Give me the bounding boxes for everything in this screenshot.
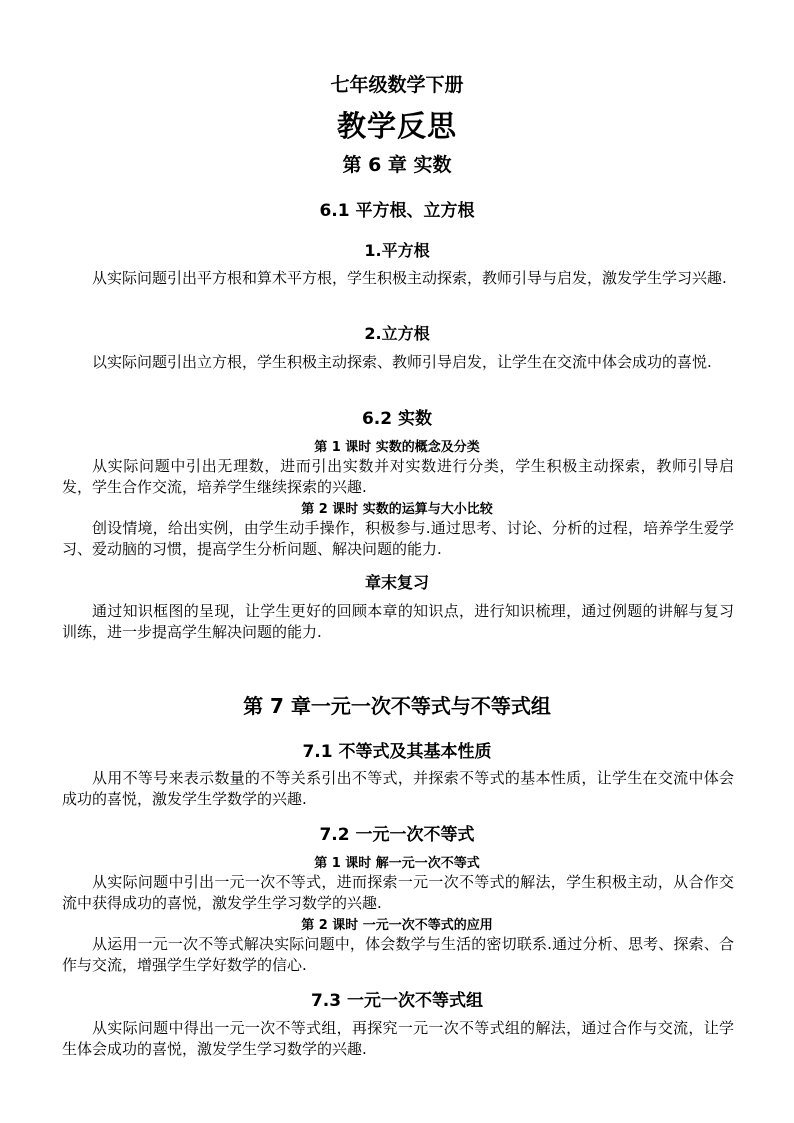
lesson-6-2-2-text: 创设情境，给出实例，由学生动手操作，积极参与.通过思考、讨论、分析的过程，培养学生爱学习、爱动脑的习惯，提高学生分析问题、解决问题的能力. [62, 519, 734, 558]
section-6-1-title: 6.1 平方根、立方根 [319, 201, 475, 221]
lesson-6-2-1-text: 从实际问题中引出无理数，进而引出实数并对实数进行分类，学生积极主动探索，教师引导启发，学生合作交流，培养学生继续探索的兴趣. [62, 457, 734, 496]
subsection-square-root-text: 从实际问题引出平方根和算术平方根，学生积极主动探索，教师引导与启发，激发学生学习兴趣. [92, 269, 727, 287]
subject-title: 七年级数学下册 [330, 74, 464, 96]
lesson-7-2-1-text: 从实际问题中引出一元一次不等式，进而探索一元一次不等式的解法，学生积极主动，从合作交流中获得成功的喜悦，激发学生学习数学的兴趣. [62, 873, 734, 912]
section-6-2-title: 6.2 实数 [361, 409, 433, 429]
subsection-square-root-title: 1.平方根 [364, 241, 430, 260]
section-7-1-text: 从用不等号来表示数量的不等关系引出不等式，并探索不等式的基本性质，让学生在交流中体会成功的喜悦，激发学生学数学的兴趣. [62, 769, 734, 808]
lesson-6-2-1-title: 第 1 课时 实数的概念及分类 [314, 440, 480, 455]
subsection-cube-root-title: 2.立方根 [364, 324, 430, 343]
main-title: 教学反思 [336, 109, 457, 143]
chapter-7-title: 第 7 章一元一次不等式与不等式组 [243, 694, 551, 718]
chapter-review-text: 通过知识框图的呈现，让学生更好的回顾本章的知识点，进行知识梳理，通过例题的讲解与复习训练，进一步提高学生解决问题的能力. [62, 602, 734, 641]
chapter-review-title: 章末复习 [364, 573, 429, 592]
lesson-7-2-2-title: 第 2 课时 一元一次不等式的应用 [301, 918, 493, 933]
lesson-7-2-2-text: 从运用一元一次不等式解决实际问题中，体会数学与生活的密切联系.通过分析、思考、探索、合作与交流，增强学生学好数学的信心. [62, 935, 734, 974]
lesson-6-2-2-title: 第 2 课时 实数的运算与大小比较 [301, 502, 493, 517]
subsection-cube-root-text: 以实际问题引出立方根，学生积极主动探索、教师引导启发，让学生在交流中体会成功的喜悦. [92, 353, 712, 371]
chapter-6-title: 第 6 章 实数 [342, 154, 452, 176]
section-7-2-title: 7.2 一元一次不等式 [319, 825, 475, 845]
lesson-7-2-1-title: 第 1 课时 解一元一次不等式 [314, 856, 480, 871]
section-7-3-text: 从实际问题中得出一元一次不等式组，再探究一元一次不等式组的解法，通过合作与交流，让学生体会成功的喜悦，激发学生学习数学的兴趣. [62, 1019, 734, 1058]
section-7-1-title: 7.1 不等式及其基本性质 [302, 742, 492, 762]
section-7-3-title: 7.3 一元一次不等式组 [310, 991, 484, 1011]
